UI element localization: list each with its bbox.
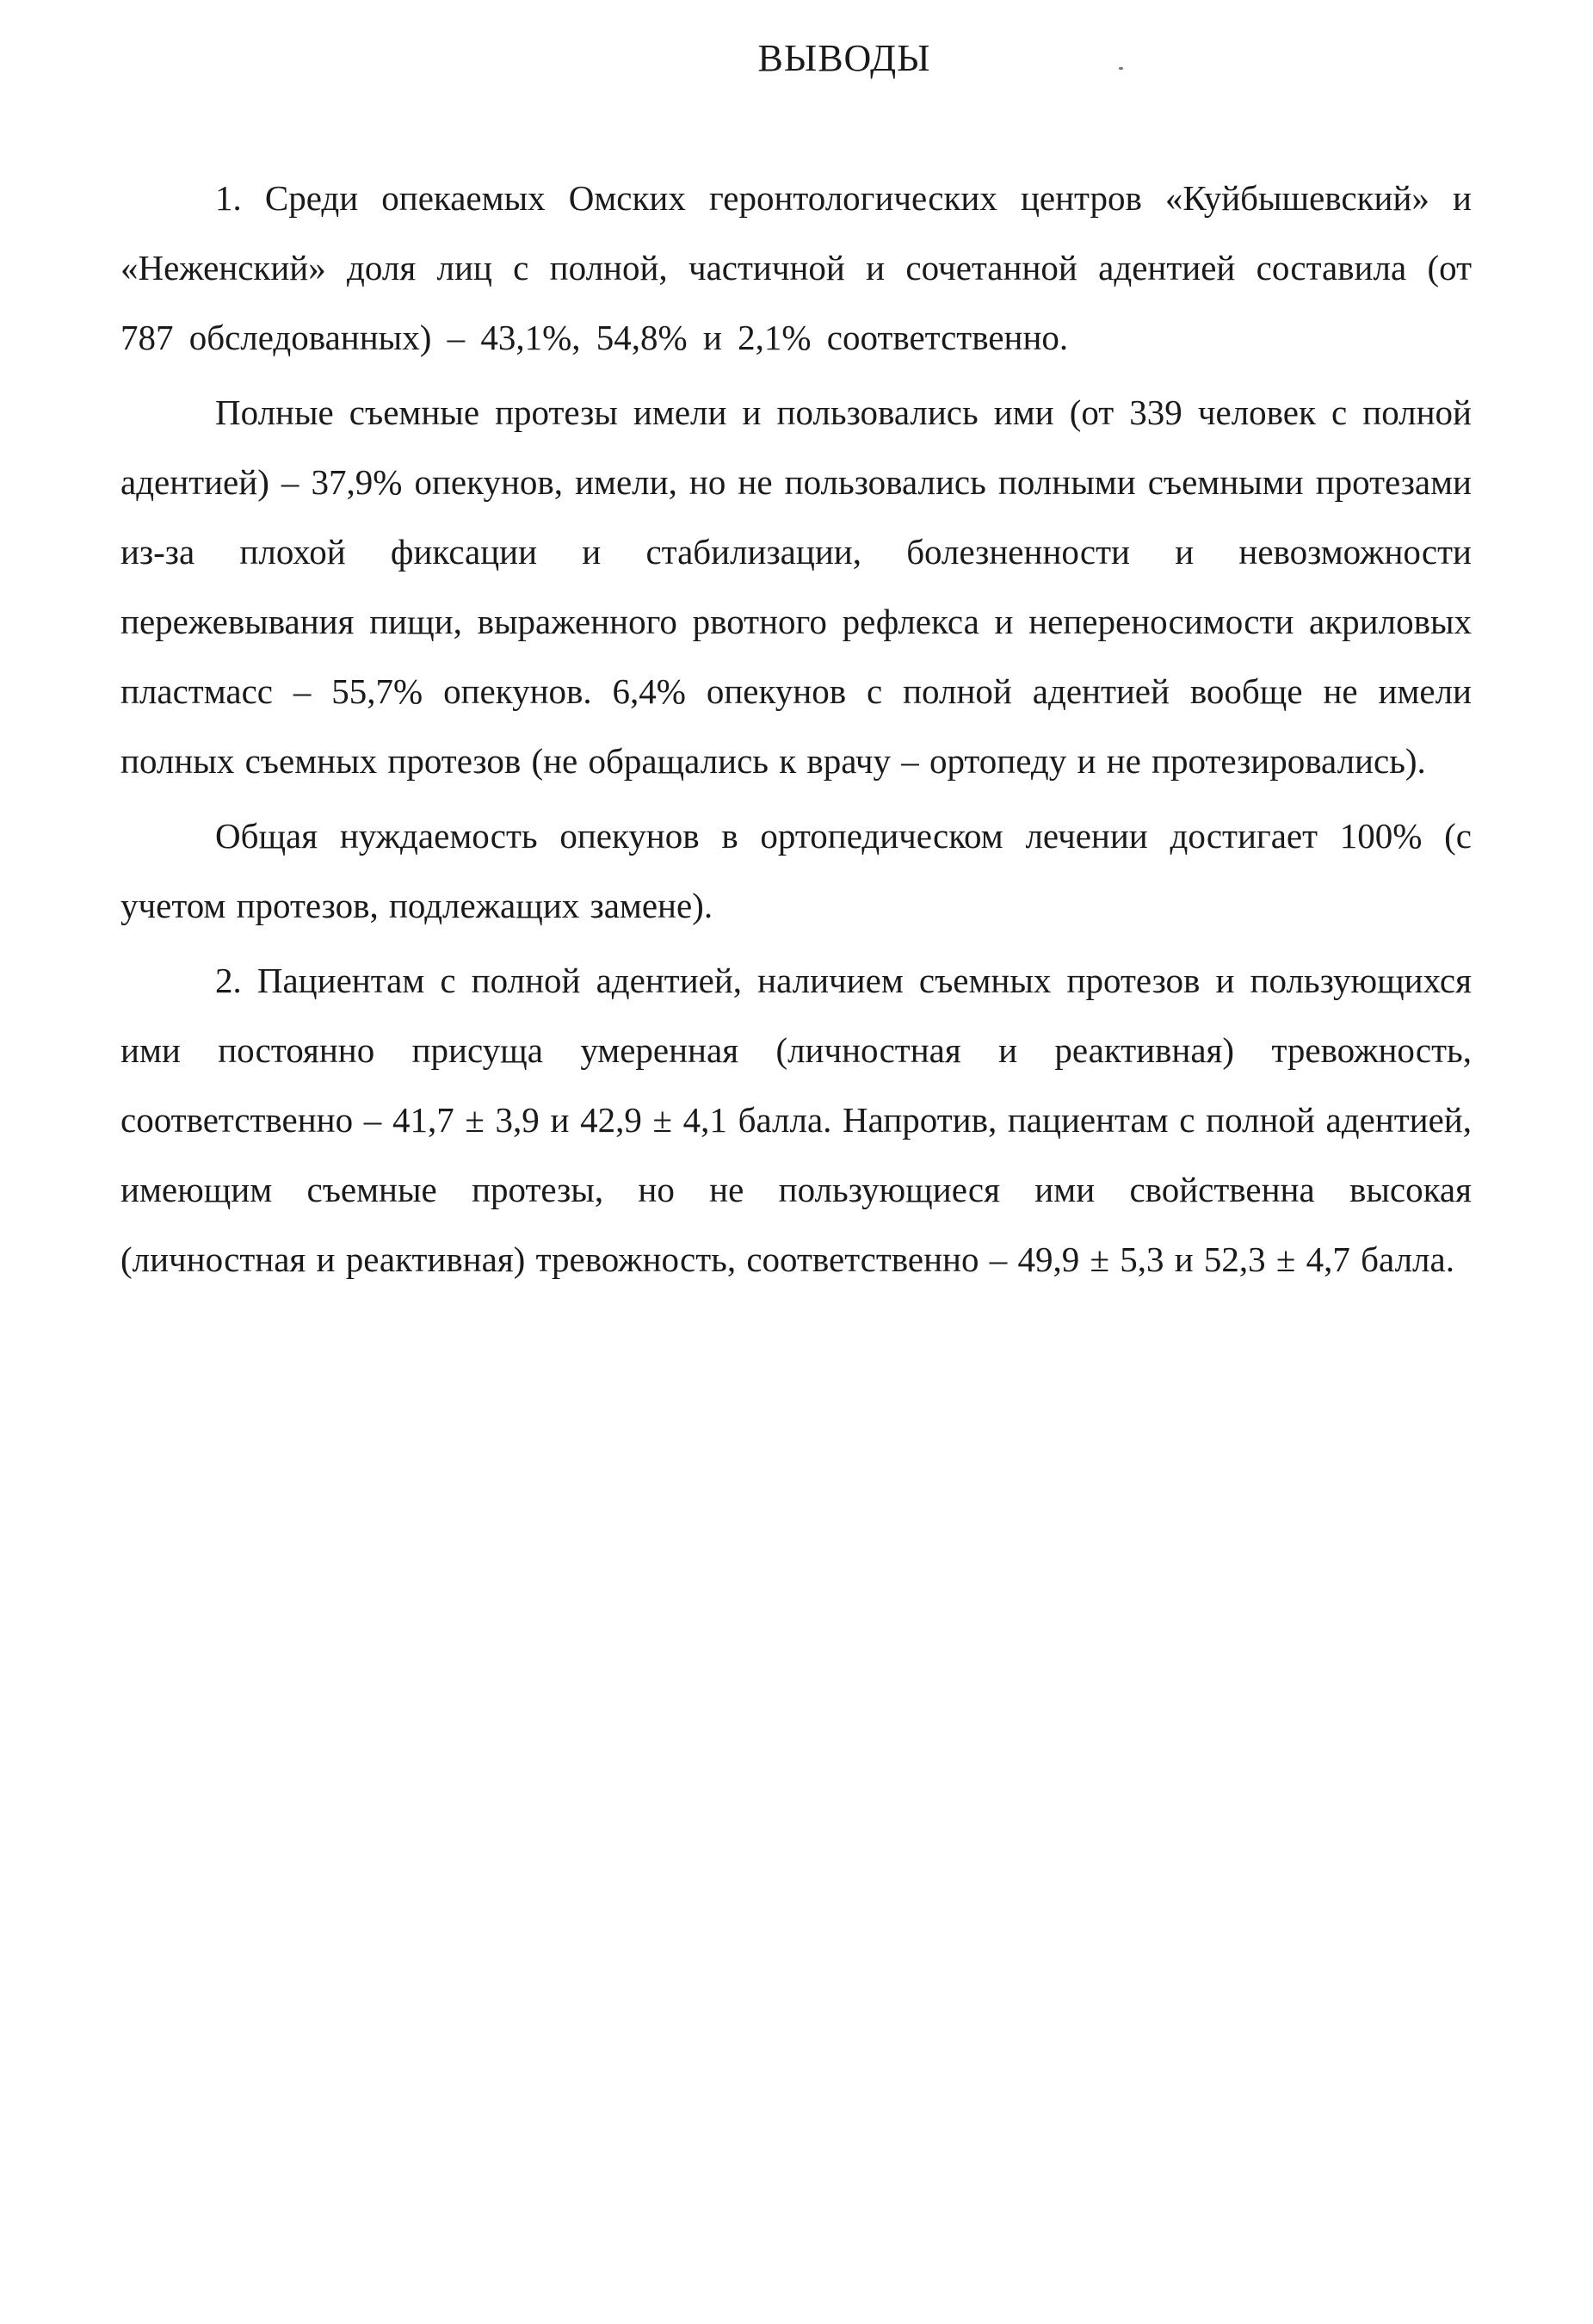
scan-speck xyxy=(1119,67,1123,70)
page-title: ВЫВОДЫ xyxy=(757,37,931,79)
document-body xyxy=(120,164,1472,1300)
paragraph-dentures-usage: Полные съемные протезы имели и пользовались ими (от 339 человек с полной адентией) – 37,9% опекунов, имели, но не пользовались полными съемными протезами из-за плохой фиксации и стабилизации, болезненности и невозможности пережевывания пищи, выраженного рвотного рефлекса и непереносимости акриловых пластмасс – 55,7% опекунов. 6,4% опекунов с полной адентией вообще не имели полных съемных протезов (не обращались к врачу – ортопеду и не протезировались). xyxy=(120,392,1472,781)
paragraph-conclusion-2: 2. Пациентам с полной адентией, наличием съемных протезов и пользующихся ими постоянно присуща умеренная (личностная и реактивная) тревожность, соответственно – 41,7 ± 3,9 и 42,9 ± 4,1 балла. Напротив, пациентам с полной адентией, имеющим съемные протезы, но не пользующиеся ими свойственна высокая (личностная и реактивная) тревожность, соответственно – 49,9 ± 5,3 и 52,3 ± 4,7 балла. xyxy=(120,961,1472,1279)
paragraph-conclusion-1: 1. Среди опекаемых Омских геронтологических центров «Куйбышевский» и «Неженский» доля лиц с полной, частичной и сочетанной адентией составила (от 787 обследованных) – 43,1%, 54,8% и 2,1% соответственно. xyxy=(120,178,1472,357)
paragraph-treatment-need: Общая нуждаемость опекунов в ортопедическом лечении достигает 100% (с учетом протезов, подлежащих замене). xyxy=(120,816,1472,925)
